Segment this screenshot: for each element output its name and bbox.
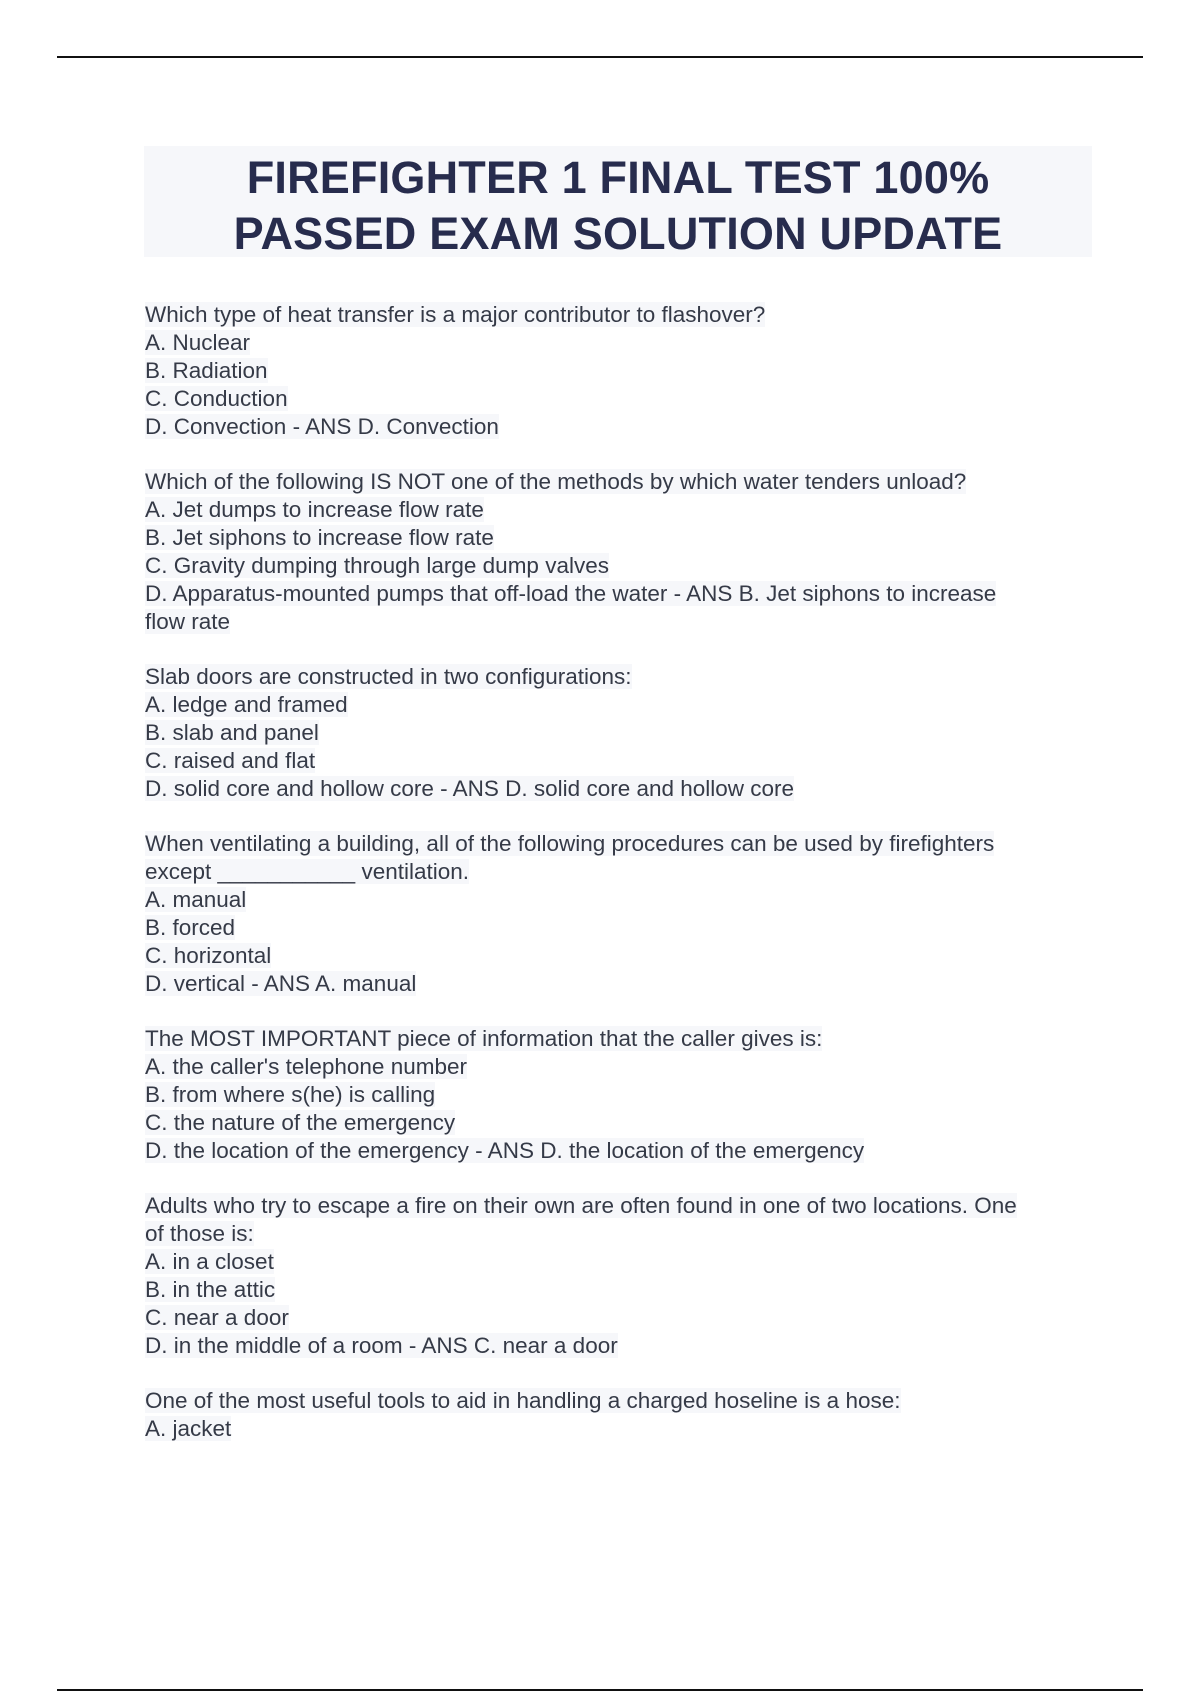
- question-text: Which type of heat transfer is a major contributor to flashover?: [145, 302, 766, 327]
- option-b: B. forced: [145, 915, 236, 940]
- option-a: A. Jet dumps to increase flow rate: [145, 497, 484, 522]
- question-text: The MOST IMPORTANT piece of information that the caller gives is:: [145, 1026, 823, 1051]
- option-a: A. manual: [145, 887, 247, 912]
- answer-continuation: flow rate: [145, 609, 231, 634]
- question-block-1: [145, 301, 1090, 441]
- question-text: Which of the following IS NOT one of the methods by which water tenders unload?: [145, 469, 967, 494]
- option-d-answer: D. in the middle of a room - ANS C. near a door: [145, 1333, 618, 1358]
- option-d-answer: D. Convection - ANS D. Convection: [145, 414, 499, 439]
- title-line-2: PASSED EXAM SOLUTION UPDATE: [233, 208, 1003, 259]
- option-c: C. horizontal: [145, 943, 272, 968]
- question-block-2: [145, 468, 1090, 636]
- option-d-answer: D. the location of the emergency - ANS D. the location of the emergency: [145, 1138, 865, 1163]
- title-line-1: FIREFIGHTER 1 FINAL TEST 100%: [246, 152, 990, 203]
- question-text: Slab doors are constructed in two configurations:: [145, 664, 632, 689]
- question-block-6: [145, 1192, 1090, 1360]
- question-block-7: [145, 1387, 1090, 1443]
- option-d-answer: D. Apparatus-mounted pumps that off-load the water - ANS B. Jet siphons to increase: [145, 581, 997, 606]
- option-c: C. Conduction: [145, 386, 288, 411]
- option-b: B. Jet siphons to increase flow rate: [145, 525, 494, 550]
- option-a: A. Nuclear: [145, 330, 251, 355]
- header-rule: [57, 56, 1143, 58]
- option-a: A. jacket: [145, 1416, 232, 1441]
- option-a: A. the caller's telephone number: [145, 1054, 467, 1079]
- question-block-5: [145, 1025, 1090, 1165]
- question-text-continuation: except ___________ ventilation.: [145, 859, 470, 884]
- option-a: A. ledge and framed: [145, 692, 348, 717]
- option-a: A. in a closet: [145, 1249, 274, 1274]
- option-d-answer: D. vertical - ANS A. manual: [145, 971, 417, 996]
- option-c: C. the nature of the emergency: [145, 1110, 456, 1135]
- question-block-4: [145, 830, 1090, 998]
- question-block-3: [145, 663, 1090, 803]
- question-text: One of the most useful tools to aid in handling a charged hoseline is a hose:: [145, 1388, 901, 1413]
- option-b: B. Radiation: [145, 358, 268, 383]
- option-d-answer: D. solid core and hollow core - ANS D. solid core and hollow core: [145, 776, 795, 801]
- document-body: [145, 301, 1090, 1470]
- footer-rule: [57, 1689, 1143, 1691]
- option-b: B. slab and panel: [145, 720, 319, 745]
- option-c: C. raised and flat: [145, 748, 316, 773]
- option-b: B. in the attic: [145, 1277, 276, 1302]
- question-text: When ventilating a building, all of the following procedures can be used by firefighters: [145, 831, 995, 856]
- option-c: C. Gravity dumping through large dump valves: [145, 553, 609, 578]
- option-c: C. near a door: [145, 1305, 289, 1330]
- question-text-continuation: of those is:: [145, 1221, 254, 1246]
- question-text: Adults who try to escape a fire on their own are often found in one of two locations. One: [145, 1193, 1017, 1218]
- option-b: B. from where s(he) is calling: [145, 1082, 436, 1107]
- document-title: [144, 146, 1092, 257]
